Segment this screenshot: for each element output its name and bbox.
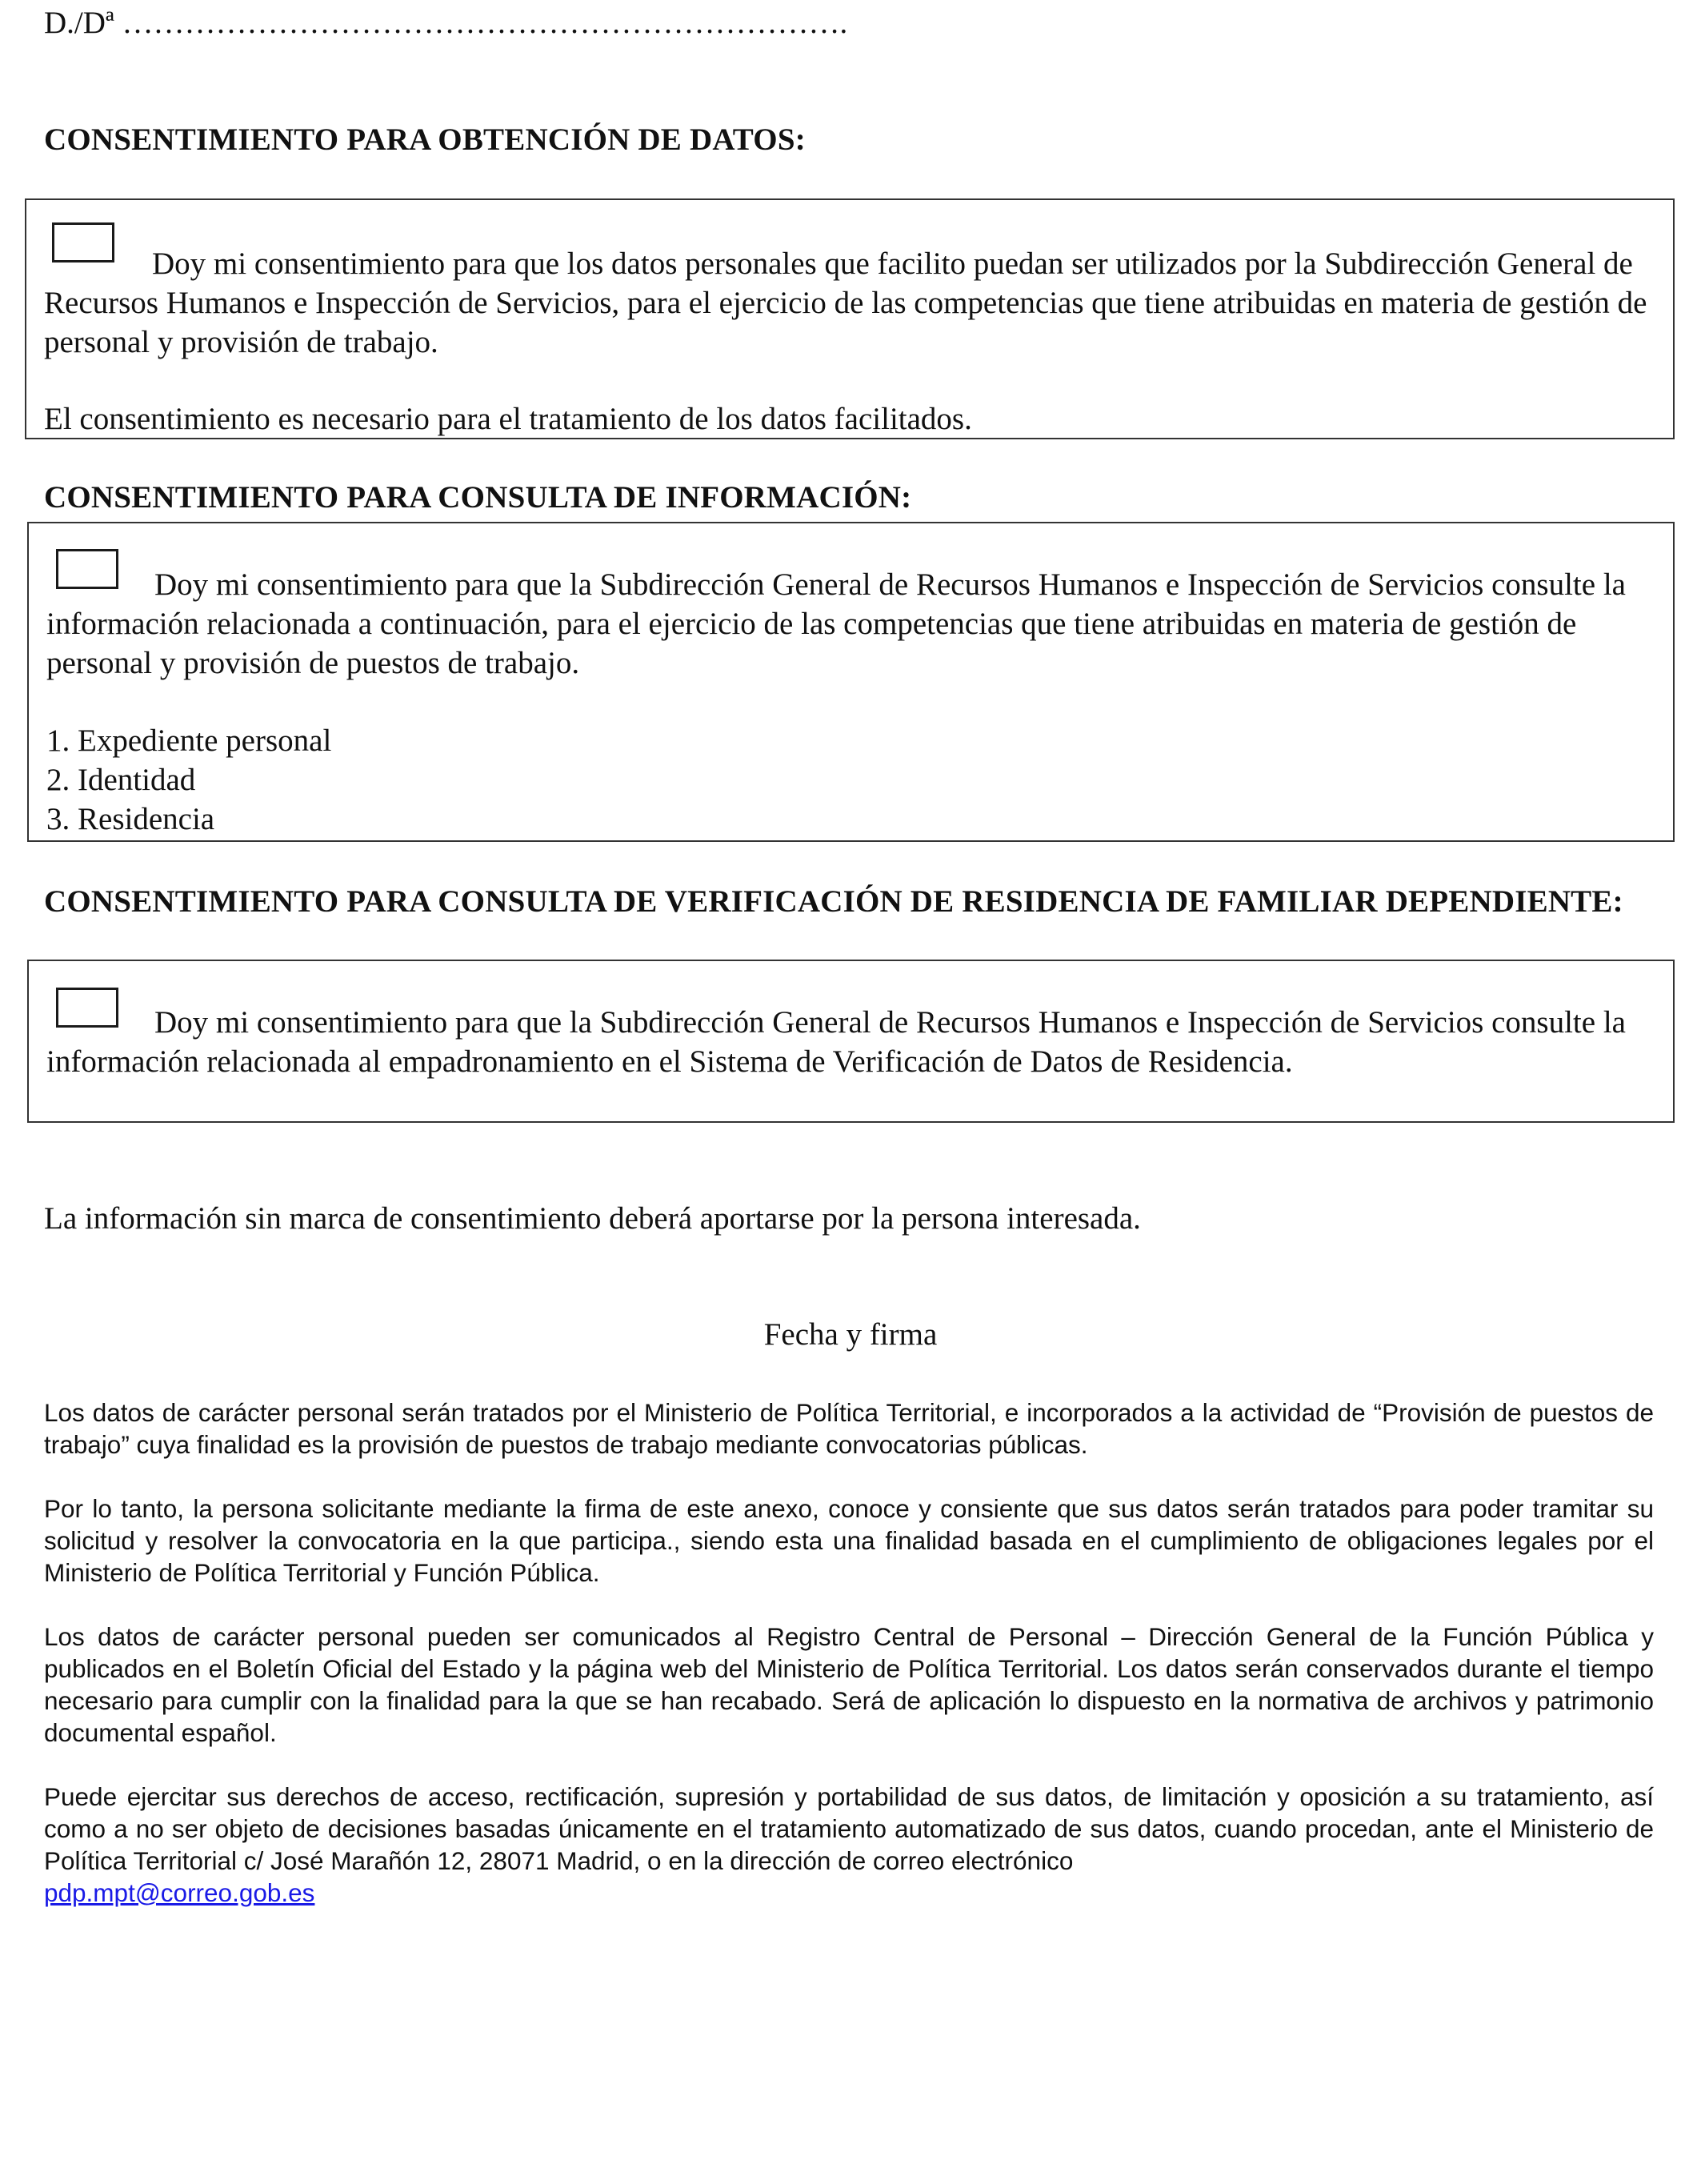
privacy-paragraph-purpose: Los datos de carácter personal serán tratados por el Ministerio de Política Territorial, e incorporados a la actividad de “Provisión de puestos de trabajo” cuya finalidad es la provisión de puestos de trabajo mediante convocatorias públicas. [44,1398,1654,1459]
missing-consent-note: La información sin marca de consentimiento deberá aportarse por la persona interesada. [44,1201,1141,1236]
applicant-name-field[interactable]: ……………………………………………………………. [122,6,848,40]
section-title-data-collection: CONSENTIMIENTO PARA OBTENCIÓN DE DATOS: [44,122,806,157]
applicant-name-line [44,5,847,41]
privacy-paragraph-rights [44,1781,1654,1909]
privacy-paragraph-recipients: Los datos de carácter personal pueden ser comunicados al Registro Central de Personal – Dirección General de la Función Pública y publicados en el Boletín Oficial del Estado y la página web del Ministerio de Política Territorial. Los datos serán conservados durante el tiempo necesario para cumplir con la finalidad para la que se han recabado. Será de aplicación lo dispuesto en la normativa de archivos y patrimonio documental español. [44,1622,1654,1747]
list-item: 1. Expediente personal [46,723,332,758]
consent-box-data-collection [25,198,1675,439]
applicant-prefix: D./Dª [44,6,114,40]
consulted-information-list [46,721,331,839]
consent-text-information-query: Doy mi consentimiento para que la Subdirección General de Recursos Humanos e Inspección de Servicios consulte la información relacionada a continuación, para el ejercicio de las competencias que tiene atribuidas en materia de gestión de personal y provisión de puestos de trabajo. [46,567,1626,680]
consent-box-residence-verification [27,960,1675,1123]
list-item: 2. Identidad [46,763,196,797]
consent-text-residence-verification: Doy mi consentimiento para que la Subdirección General de Recursos Humanos e Inspección de Servicios consulte la información relacionada al empadronamiento en el Sistema de Verificación de Datos de Residencia. [46,1005,1626,1079]
consent-box-information-query [27,522,1675,842]
signature-date-label: Fecha y firma [763,1317,938,1352]
list-item: 3. Residencia [46,802,215,836]
section-title-information-query: CONSENTIMIENTO PARA CONSULTA DE INFORMACIÓN: [44,480,912,515]
section-title-residence-verification: CONSENTIMIENTO PARA CONSULTA DE VERIFICACIÓN DE RESIDENCIA DE FAMILIAR DEPENDIENTE: [44,884,1623,919]
consent-text-data-collection: Doy mi consentimiento para que los datos personales que facilito puedan ser utilizados por la Subdirección General de Recursos Humanos e Inspección de Servicios, para el ejercicio de las competencias que tiene atribuidas en materia de gestión de personal y provisión de trabajo. [44,246,1647,359]
privacy-paragraph-legal-basis: Por lo tanto, la persona solicitante mediante la firma de este anexo, conoce y consiente que sus datos serán tratados para poder tramitar su solicitud y resolver la convocatoria en la que participa., siendo esta una finalidad basada en el cumplimiento de obligaciones legales por el Ministerio de Política Territorial y Función Pública. [44,1494,1654,1587]
privacy-rights-text: Puede ejercitar sus derechos de acceso, rectificación, supresión y portabilidad de sus datos, de limitación y oposición a su tratamiento, así como a no ser objeto de decisiones basadas únicamente en el tratamiento automatizado de sus datos, cuando procedan, ante el Ministerio de Política Territorial c/ José Marañón 12, 28071 Madrid, o en la dirección de correo electrónico [44,1782,1654,1875]
consent-note-data-collection: El consentimiento es necesario para el tratamiento de los datos facilitados. [44,402,972,436]
privacy-email-link[interactable]: pdp.mpt@correo.gob.es [44,1878,315,1907]
